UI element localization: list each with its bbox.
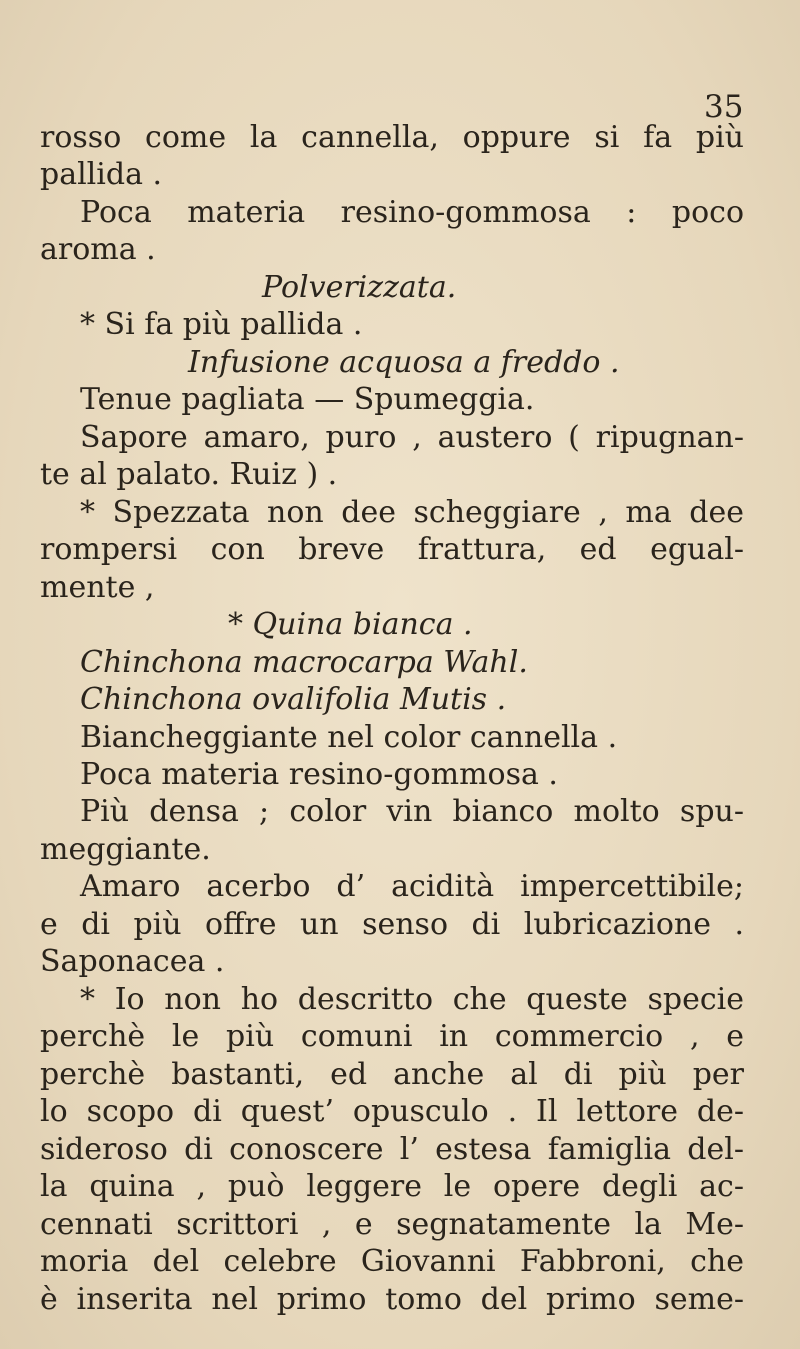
text-line: Poca materia resino-gommosa : poco <box>80 195 744 230</box>
text-line: perchè bastanti, ed anche al di più per <box>40 1057 744 1092</box>
text-line: moria del celebre Giovanni Fabbroni, che <box>40 1244 744 1279</box>
text-line: mente , <box>40 570 155 605</box>
text-line: cennati scrittori , e segnatamente la Me- <box>40 1207 744 1242</box>
text-line: la quina , può leggere le opere degli ac- <box>40 1169 744 1204</box>
text-line: te al palato. Ruiz ) . <box>40 457 338 492</box>
text-line: Poca materia resino-gommosa . <box>80 757 558 792</box>
text-line: e di più offre un senso di lubricazione . <box>40 907 744 942</box>
text-line: Biancheggiante nel color cannella . <box>80 720 618 755</box>
page-number: 35 <box>704 89 744 125</box>
text-line: rompersi con breve frattura, ed egual- <box>40 532 744 567</box>
text-line: lo scopo di quest’ opusculo . Il lettore de- <box>40 1094 744 1129</box>
text-line: Chinchona macrocarpa Wahl. <box>80 645 528 680</box>
section-heading: Polverizzata. <box>262 270 457 305</box>
section-heading: * Quina bianca . <box>228 607 473 642</box>
text-line: Sapore amaro, puro , austero ( ripugnan- <box>80 420 744 455</box>
text-line: aroma . <box>40 232 156 267</box>
text-line: * Io non ho descritto che queste specie <box>80 982 744 1017</box>
text-line: Saponacea . <box>40 944 225 979</box>
section-heading: Infusione acquosa a freddo . <box>188 345 620 380</box>
text-line: Amaro acerbo d’ acidità impercettibile; <box>80 869 744 904</box>
text-line: perchè le più comuni in commercio , e <box>40 1019 744 1054</box>
text-line: meggiante. <box>40 832 211 867</box>
text-line: pallida . <box>40 157 163 192</box>
text-line: Tenue pagliata — Spumeggia. <box>80 382 535 417</box>
text-line: * Si fa più pallida . <box>80 307 363 342</box>
text-line: è inserita nel primo tomo del primo seme- <box>40 1282 744 1317</box>
text-line: Più densa ; color vin bianco molto spu- <box>80 794 744 829</box>
text-line: Chinchona ovalifolia Mutis . <box>80 682 507 717</box>
text-line: sideroso di conoscere l’ estesa famiglia del- <box>40 1132 744 1167</box>
text-line: rosso come la cannella, oppure si fa più <box>40 120 744 155</box>
text-line: * Spezzata non dee scheggiare , ma dee <box>80 495 744 530</box>
